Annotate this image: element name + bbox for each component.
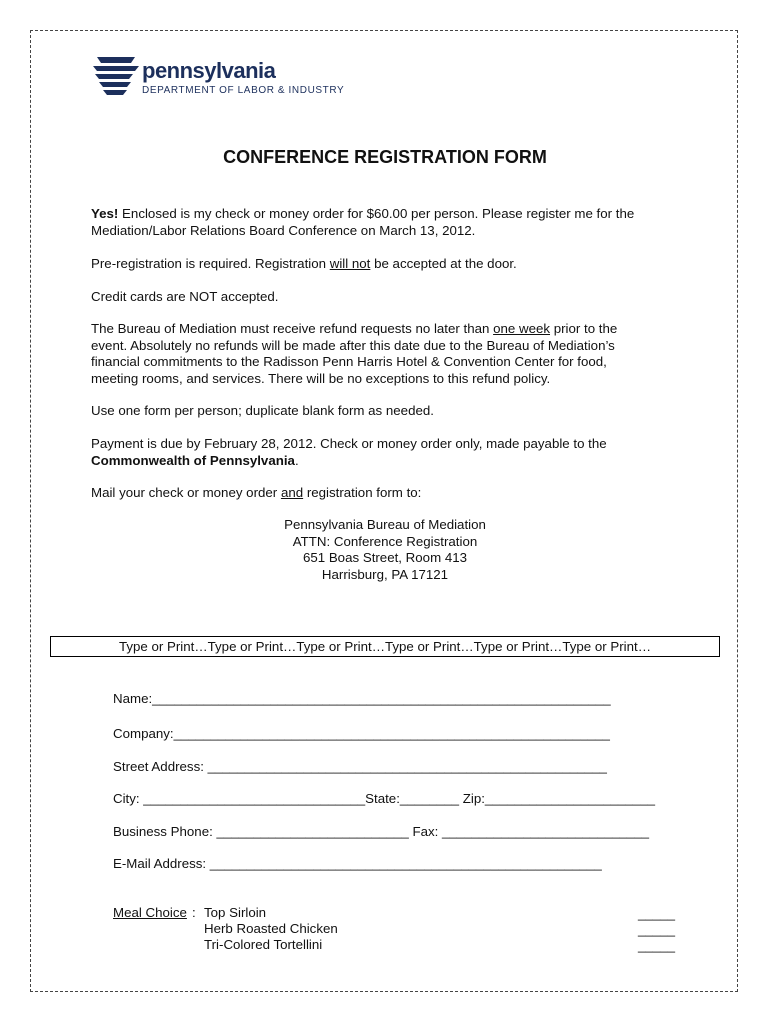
payment-period: . bbox=[294, 452, 299, 468]
intro-yes: Yes! bbox=[91, 206, 119, 221]
prereg-will-not: will not bbox=[329, 256, 371, 271]
meal-choice-label: Meal Choice bbox=[113, 905, 187, 920]
name-field[interactable]: Name:______________________________________________________________ bbox=[113, 691, 611, 706]
intro-paragraph bbox=[91, 206, 671, 239]
city-state-zip-field[interactable]: City: ______________________________State:________ Zip:_______________________ bbox=[113, 791, 655, 806]
address-line: 651 Boas Street, Room 413 bbox=[302, 550, 468, 565]
refund-paragraph bbox=[91, 321, 671, 387]
intro-line-1: Enclosed is my check or money order for $60.00 per person. Please register me for the bbox=[118, 206, 635, 221]
mail-text-end: registration form to: bbox=[303, 485, 422, 500]
intro-line-2: Mediation/Labor Relations Board Conference on March 13, 2012. bbox=[91, 222, 476, 238]
type-or-print-banner: Type or Print…Type or Print…Type or Print…Type or Print…Type or Print…Type or Print… bbox=[50, 636, 720, 657]
refund-line-1-end: prior to the bbox=[550, 321, 618, 336]
email-field[interactable]: E-Mail Address: _____________________________________________________ bbox=[113, 856, 602, 871]
meal-blank-chicken[interactable]: _____ bbox=[638, 922, 675, 937]
refund-one-week: one week bbox=[493, 321, 551, 336]
mailing-address bbox=[0, 517, 770, 583]
form-title: CONFERENCE REGISTRATION FORM bbox=[223, 147, 547, 167]
company-field[interactable]: Company:___________________________________________________________ bbox=[113, 726, 610, 741]
address-line: Harrisburg, PA 17121 bbox=[321, 566, 449, 582]
preregistration-paragraph bbox=[91, 256, 671, 273]
logo-department: DEPARTMENT OF LABOR & INDUSTRY bbox=[142, 85, 345, 96]
street-address-field[interactable]: Street Address: ______________________________________________________ bbox=[113, 759, 607, 774]
meal-blank-tortellini[interactable]: _____ bbox=[638, 938, 675, 953]
meal-option-tortellini: Tri-Colored Tortellini bbox=[204, 937, 323, 952]
payment-paragraph bbox=[91, 436, 671, 469]
address-line: ATTN: Conference Registration bbox=[292, 533, 478, 549]
meal-blank-sirloin[interactable]: _____ bbox=[638, 906, 675, 921]
mail-text: Mail your check or money order bbox=[91, 485, 281, 500]
one-form-notice: Use one form per person; duplicate blank form as needed. bbox=[91, 403, 434, 418]
refund-line-3: financial commitments to the Radisson Penn Harris Hotel & Convention Center for food, bbox=[91, 354, 607, 369]
page-border bbox=[30, 30, 738, 992]
keystone-icon bbox=[93, 54, 139, 100]
prereg-text-end: be accepted at the door. bbox=[370, 256, 517, 271]
meal-option-chicken: Herb Roasted Chicken bbox=[204, 921, 338, 936]
refund-line-2: event. Absolutely no refunds will be made after this date due to the Bureau of Mediation’s bbox=[91, 337, 615, 353]
phone-fax-field[interactable]: Business Phone: __________________________ Fax: ____________________________ bbox=[113, 824, 650, 839]
meal-choice-colon: : bbox=[192, 905, 196, 920]
payment-line-1: Payment is due by February 28, 2012. Check or money order only, made payable to the bbox=[91, 436, 607, 451]
mail-paragraph bbox=[91, 485, 671, 502]
credit-card-notice: Credit cards are NOT accepted. bbox=[91, 289, 279, 304]
refund-line-1: The Bureau of Mediation must receive refund requests no later than bbox=[91, 321, 494, 336]
meal-option-sirloin: Top Sirloin bbox=[204, 905, 267, 920]
pennsylvania-logo bbox=[93, 54, 345, 104]
mail-and: and bbox=[280, 485, 304, 500]
address-line: Pennsylvania Bureau of Mediation bbox=[284, 517, 486, 532]
logo-name: pennsylvania bbox=[142, 58, 276, 83]
prereg-text: Pre-registration is required. Registration bbox=[91, 256, 330, 271]
refund-line-4: meeting rooms, and services. There will be no exceptions to this refund policy. bbox=[91, 370, 551, 386]
payment-payee: Commonwealth of Pennsylvania bbox=[91, 452, 295, 468]
